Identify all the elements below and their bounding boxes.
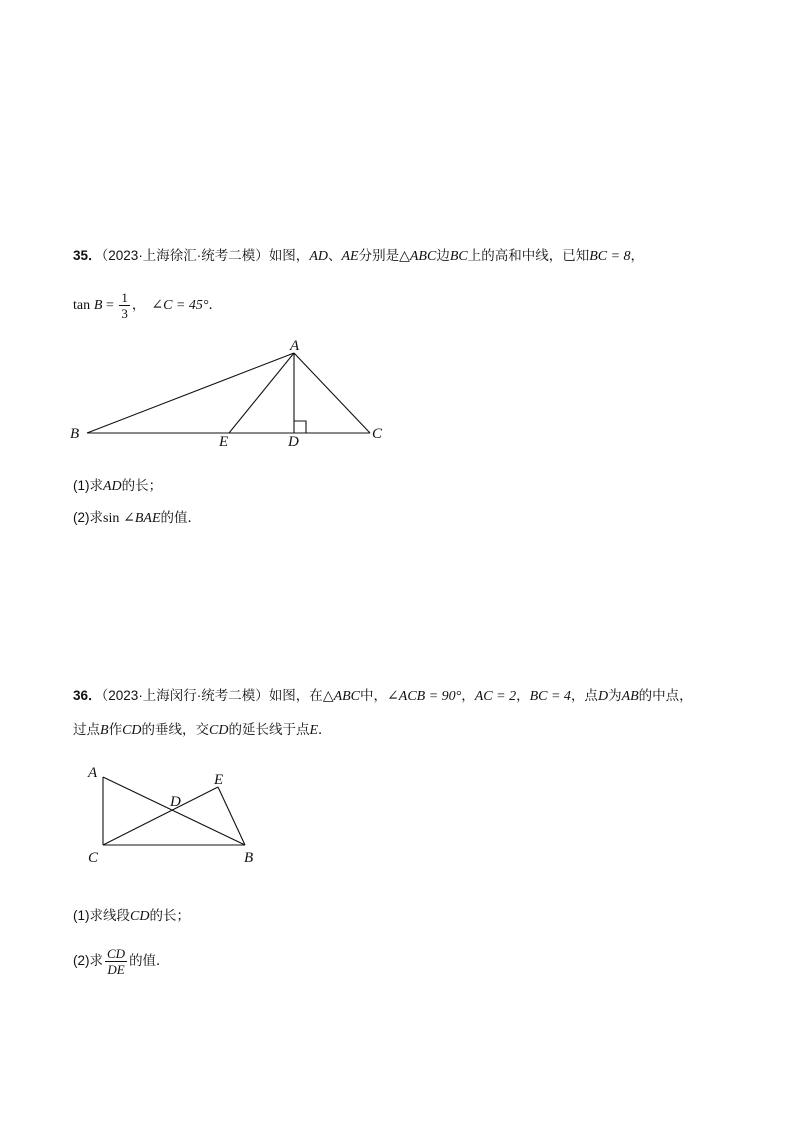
q35-math-bc: BC [449,249,468,264]
q35-math-bc-value: BC = 8 [589,249,631,264]
q35-text: ， [630,248,645,263]
q36-math-ab: AB [621,689,639,704]
q36-fraction-numerator: CD [107,946,126,961]
q35-text: 上的高和中线，已知 [467,248,590,263]
q35-text: 求 [89,510,103,525]
q36-text: ，点 [570,688,598,703]
q35-text: 的长； [121,478,163,493]
q36-text: 的中点， [638,688,693,703]
q35-tan-var: B [93,298,103,314]
q35-text: 边 [436,248,450,263]
q36-part-1-label: (1) [73,908,90,923]
q35-text: 、 [327,248,342,263]
q36-text: ． [318,722,332,737]
q36-text: ， [461,688,475,703]
q35-math-ae: AE [341,249,359,264]
q35-text: 如图， [268,248,310,263]
q35-label-e: E [219,434,229,450]
q36-fraction-denominator: DE [107,962,125,977]
q36-label-b: B [244,850,254,866]
q36-text: 如图，在 [268,688,323,703]
q36-math-ac: AC = 2 [474,689,517,704]
q35-text: 的值． [160,510,201,525]
q35-math-triangle: △ABC [399,249,437,264]
q35-part-1-math: AD [103,479,122,494]
q36-text: 的延长线于点 [228,722,310,737]
q35-label-d: D [288,434,299,450]
q36-figure [103,777,245,845]
q36-text: 的垂线，交 [141,722,210,737]
q36-label-d: D [170,794,181,810]
q36-line-1 [73,686,693,707]
q35-part-2-label: (2) [73,510,90,525]
q35-text: 求 [89,478,103,493]
q35-math-ad: AD [309,249,328,264]
q36-source: （2023·上海闵行·统考二模） [101,688,269,703]
q36-math-bc: BC = 4 [529,689,571,704]
q36-text: 求 [89,953,103,969]
q36-text: ， [516,688,530,703]
q35-part-1-label: (1) [73,478,90,493]
q35-source: （2023·上海徐汇·统考二模） [101,248,269,263]
q35-figure [87,353,370,433]
q35-label-a: A [290,338,300,354]
q36-math-cd: CD [209,723,229,738]
q35-text: ， [131,297,146,313]
q36-text: 过点 [73,722,100,737]
q35-part-1 [73,476,162,497]
q36-label-a: A [88,765,98,781]
q36-text: 的长； [149,908,190,923]
q35-number: 35． [73,248,102,263]
q35-part-2-sin: sin [103,511,120,526]
q36-text: 中， [360,688,388,703]
q36-math-cd: CD [122,723,142,738]
q36-segment-eb [218,787,245,845]
q36-part-2 [73,946,170,977]
q36-math-b: B [100,723,109,738]
q36-text: 为 [608,688,622,703]
q35-text: ． [208,297,222,313]
q36-math-d: D [597,689,609,704]
q36-part-1-math: CD [130,909,150,924]
q35-fraction-numerator: 1 [121,290,128,305]
q36-line-2 [73,720,332,741]
q36-number: 36． [73,688,102,703]
q35-equals: = [102,298,118,314]
q36-math-triangle: △ABC [322,689,361,704]
q35-tan: tan [73,298,91,314]
q36-math-e: E [309,723,319,738]
q35-label-c: C [372,426,383,442]
q36-text: 的值． [129,953,170,969]
q36-text: 求线段 [89,908,130,923]
q35-text: 分别是 [358,248,400,263]
q35-part-2-math: ∠BAE [123,511,161,526]
q36-part-1 [73,906,190,927]
q35-part-2 [73,508,201,529]
q35-right-angle-mark [294,421,306,433]
q36-part-2-label: (2) [73,953,90,969]
q36-math-angle-acb: ∠ACB = 90° [387,689,462,704]
q36-segment-ce [103,787,218,845]
q35-segment-ab [87,353,294,433]
q36-label-c: C [88,850,99,866]
q35-fraction-denominator: 3 [121,306,128,321]
q36-text: 作 [108,722,123,737]
q36-label-e: E [214,772,224,788]
q35-math-angle-c: ∠C = 45° [151,298,209,314]
q35-label-b: B [70,426,80,442]
q36-fraction [105,946,127,977]
